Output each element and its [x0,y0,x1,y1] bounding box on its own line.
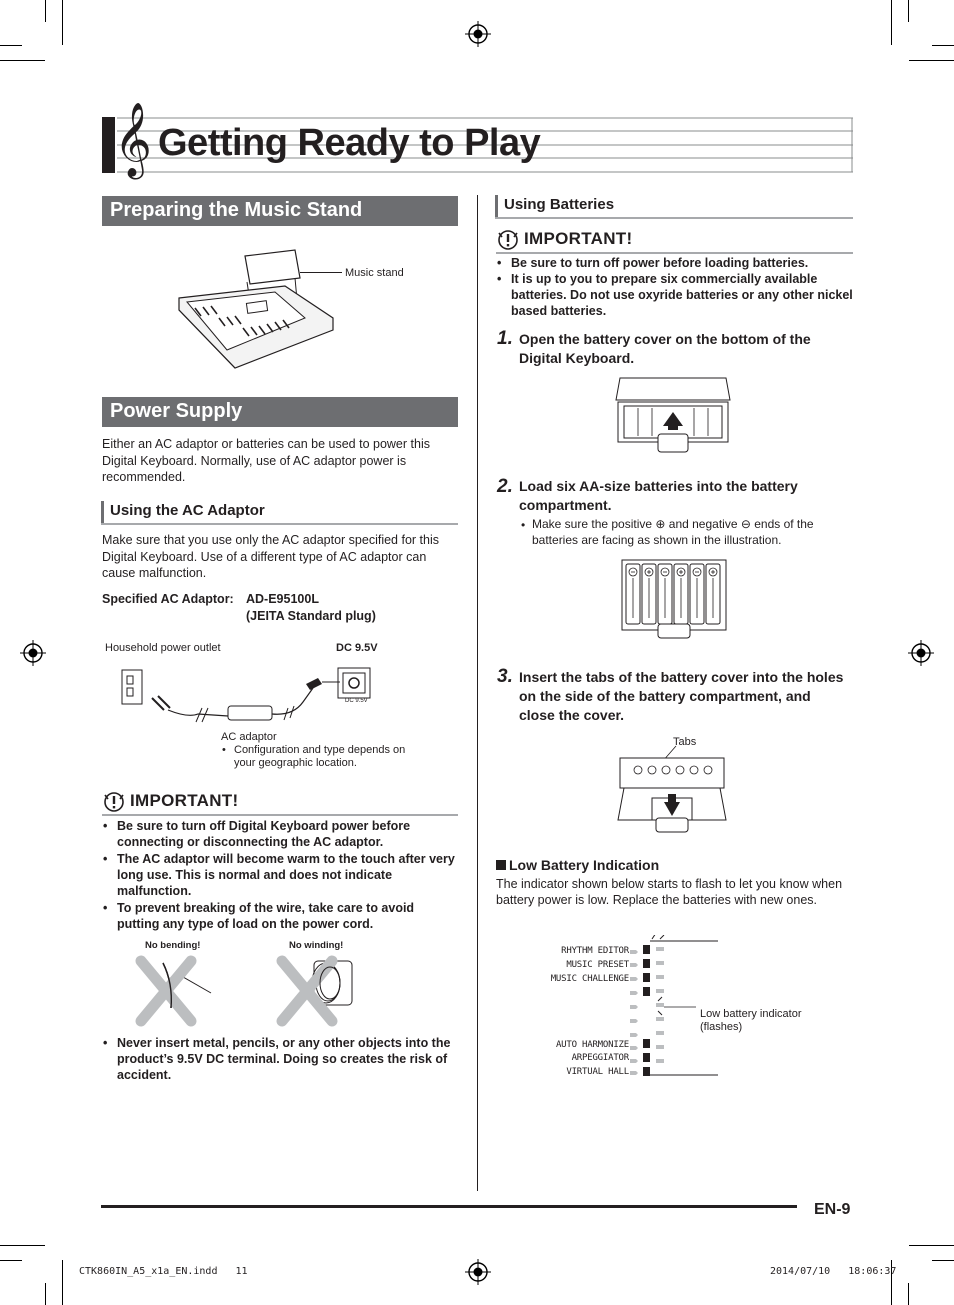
power-supply-intro: Either an AC adaptor or batteries can be used to power this Digital Keyboard. Normally, use of AC adaptor power is recommended. [102,437,430,484]
important-item-text: It is up to you to prepare six commercially available batteries. Do not use oxyride batteries or any other nickel based batteries. [511,272,853,318]
crop-mark [909,60,954,61]
crop-mark [45,1283,46,1305]
subheading-batteries: Using Batteries [495,195,853,217]
subheading-underline [495,217,853,219]
crop-mark [932,1260,954,1261]
important-item-text: Be sure to turn off power before loading batteries. [511,256,809,270]
important-item-text: Never insert metal, pencils, or any other objects into the product’s 9.5V DC terminal. Doing so creates the risk of accident. [117,1036,451,1082]
lcd-label: AUTO HARMONIZE [555,1040,629,1050]
dc-jack-label: DC 9.5V [345,698,368,704]
important-item [103,900,458,934]
footer-rule [101,1205,797,1208]
low-battery-text: The indicator shown below starts to flash to let you know when battery power is low. Replace the batteries with new ones. [496,877,843,907]
bullet-icon: • [497,256,502,270]
column-divider [477,195,478,1191]
page-title: Getting Ready to Play [158,122,541,164]
square-bullet-icon [496,860,506,870]
crop-mark [891,0,892,45]
step2-note: Make sure the positive ⊕ and negative ⊖ ends of the batteries are facing as shown in the illustration. [532,517,814,547]
bullet-icon: • [103,819,108,833]
spec-value-plug: (JEITA Standard plug) [246,609,376,623]
bullet-icon: • [497,272,502,286]
lcd-label: VIRTUAL HALL [566,1067,629,1077]
registration-mark-icon [20,640,46,666]
crop-mark [909,1245,954,1246]
music-stand-callout: Music stand [345,267,404,279]
section-heading-music-stand: Preparing the Music Stand [102,196,458,226]
tabs-label: Tabs [673,736,697,748]
page-number: EN-9 [814,1201,851,1218]
dc-label: DC 9.5V [336,642,378,654]
important-block-left [102,791,458,813]
adaptor-note: Configuration and type depends on your geographic location. [234,744,406,769]
ac-adaptor-text: Make sure that you use only the AC adaptor specified for this Digital Keyboard. Use of a different type of AC adaptor can cause malfunction. [102,533,439,580]
crop-mark [908,0,909,22]
step-number: 1. [497,328,513,349]
outlet-label: Household power outlet [105,642,221,654]
ac-adaptor-illustration [118,658,383,728]
footer-date: 2014/07/10 18:06:37 [770,1266,897,1277]
indicator-label: Low battery indicator (flashes) [700,1008,802,1033]
crop-mark [45,0,46,22]
crop-mark [0,1245,45,1246]
important-underline [496,252,853,254]
battery-cover-open-illustration [612,374,734,456]
step-number: 3. [497,666,513,687]
step-text: Insert the tabs of the battery cover into the holes on the side of the battery compartment, and close the cover. [519,669,844,723]
bullet-icon: • [103,852,108,866]
spec-label: Specified AC Adaptor: [102,592,234,606]
important-item [497,271,853,321]
crop-mark [0,45,22,46]
important-item-text: To prevent breaking of the wire, take care to avoid putting any type of load on the power cord. [117,901,415,931]
music-stand-callout-line [300,272,342,273]
battery-compartment-illustration [620,558,728,640]
bullet-icon: • [103,901,108,915]
keyboard-music-stand-illustration [175,248,340,378]
subheading-underline [101,523,458,525]
crop-mark [0,1260,22,1261]
spec-value-model: AD-E95100L [246,592,319,606]
no-bending-label: No bending! [145,940,201,951]
step-text: Open the battery cover on the bottom of the Digital Keyboard. [519,331,811,366]
lcd-label: MUSIC PRESET [566,960,629,970]
adaptor-note-bullet: • [222,744,226,756]
important-item [103,851,458,901]
warning-icon [102,791,126,813]
crop-mark [932,45,954,46]
registration-mark-icon [908,640,934,666]
lcd-label: RHYTHM EDITOR [561,946,629,956]
bullet-icon: • [103,1036,108,1050]
section-heading-power-supply: Power Supply [102,397,458,427]
lcd-label: ARPEGGIATOR [571,1053,629,1063]
no-bending-illustration [133,953,218,1028]
important-item-text: The AC adaptor will become warm to the touch after very long use. This is normal and does not indicate malfunction. [117,852,455,898]
step-text: Load six AA-size batteries into the battery compartment. [519,478,798,513]
adaptor-label: AC adaptor [221,731,277,743]
important-underline [102,814,458,816]
warning-icon [496,229,520,251]
footer-file: CTK860IN_A5_x1a_EN.indd 11 [79,1266,248,1277]
important-item [103,1035,458,1087]
crop-mark [62,0,63,45]
no-winding-illustration [276,953,361,1028]
important-label: IMPORTANT! [130,791,239,810]
crop-mark [0,60,45,61]
crop-mark [908,1283,909,1305]
treble-clef-icon: 𝄞 [114,103,152,177]
important-block-right [496,229,853,251]
important-item [103,818,458,852]
registration-mark-icon [465,1259,491,1285]
subheading-ac-adaptor: Using the AC Adaptor [101,501,457,523]
important-label: IMPORTANT! [524,229,633,248]
registration-mark-icon [465,21,491,47]
battery-cover-close-illustration [612,740,732,836]
step-number: 2. [497,476,513,497]
low-battery-heading: Low Battery Indication [509,857,660,873]
step2-note-bullet: • [521,518,526,532]
lcd-label: MUSIC CHALLENGE [550,974,629,984]
no-winding-label: No winding! [289,940,344,951]
important-item-text: Be sure to turn off Digital Keyboard power before connecting or disconnecting the AC adaptor. [117,819,411,849]
crop-mark [62,1260,63,1305]
